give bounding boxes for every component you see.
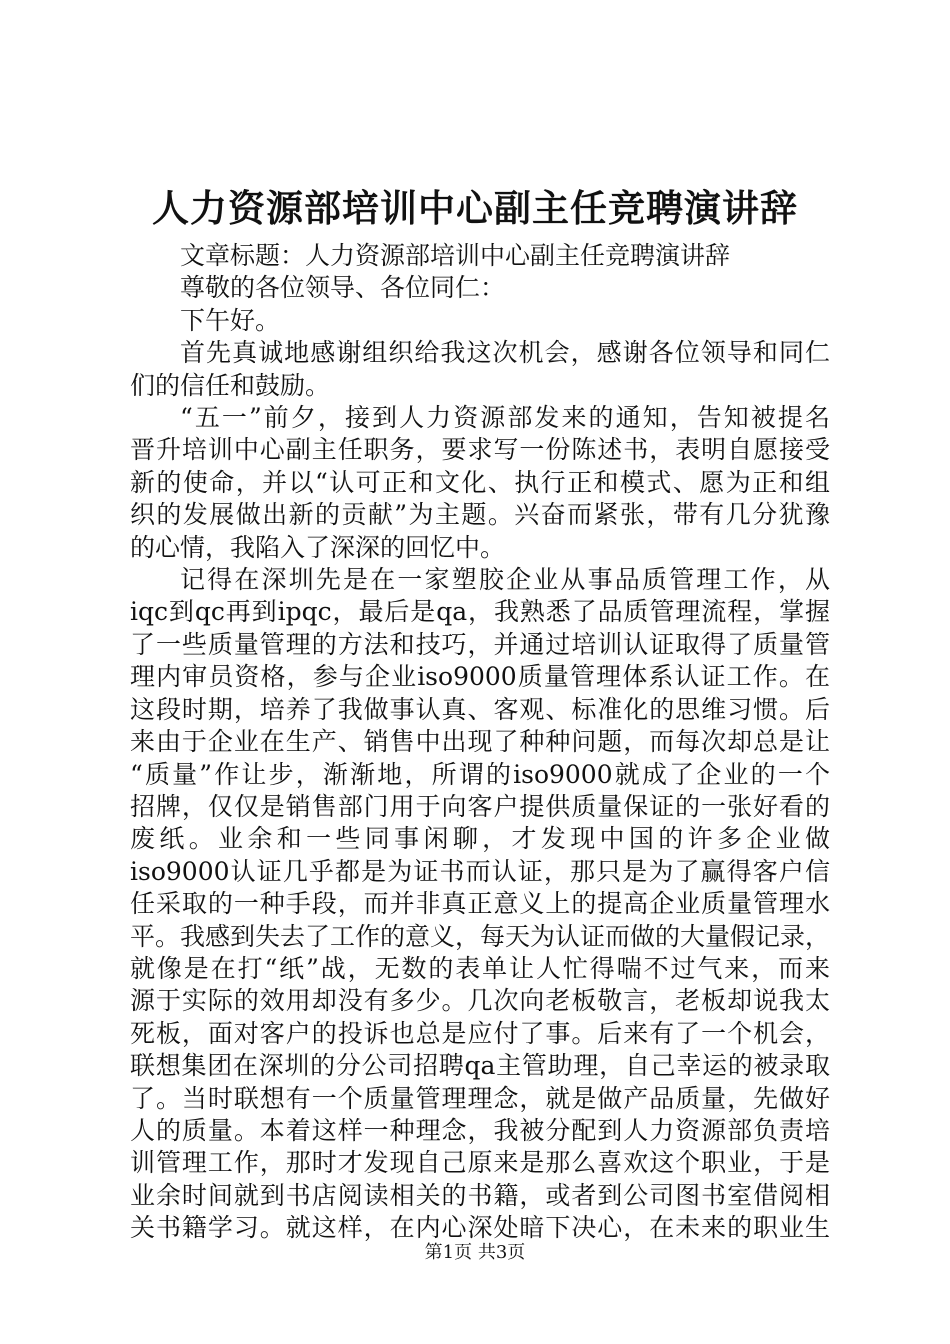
- paragraph-line: 任采取的一种手段，而并非真正意义上的提高企业质量管理水: [130, 889, 830, 919]
- paragraph-line: 源于实际的效用却没有多少。几次向老板敬言，老板却说我太: [130, 986, 830, 1016]
- paragraph: [130, 272, 830, 304]
- paragraph-line: “五一”前夕，接到人力资源部发来的通知，告知被提名: [180, 403, 830, 433]
- paragraph-line: 了。当时联想有一个质量管理理念，就是做产品质量，先做好: [130, 1083, 830, 1113]
- paragraph-line: 这段时期，培养了我做事认真、客观、标准化的思维习惯。后: [130, 694, 830, 724]
- paragraph: [130, 337, 830, 402]
- paragraph-line: 文章标题：人力资源部培训中心副主任竞聘演讲辞: [180, 241, 731, 270]
- paragraph-line: 就像是在打“纸”战，无数的表单让人忙得喘不过气来，而来: [130, 953, 830, 983]
- paragraph-line: 们的信任和鼓励。: [130, 370, 331, 400]
- paragraph-line: 平。我感到失去了工作的意义，每天为认证而做的大量假记录，: [130, 921, 830, 951]
- paragraph-line: 来由于企业在生产、销售中出现了种种问题，而每次却总是让: [130, 727, 830, 757]
- paragraph: [130, 402, 830, 564]
- paragraph-line: 下午好。: [180, 305, 281, 335]
- paragraph-line: 人的质量。本着这样一种理念，我被分配到人力资源部负责培: [130, 1115, 830, 1145]
- paragraph-line: 死板，面对客户的投诉也总是应付了事。后来有了一个机会，: [130, 1018, 830, 1048]
- paragraph-line: 联想集团在深圳的分公司招聘qa主管助理，自己幸运的被录取: [130, 1051, 830, 1081]
- paragraph: [130, 240, 830, 272]
- document-title: 人力资源部培训中心副主任竞聘演讲辞: [152, 186, 798, 230]
- paragraph-line: iso9000认证几乎都是为证书而认证，那只是为了赢得客户信: [130, 856, 830, 886]
- paragraph-line: 了一些质量管理的方法和技巧，并通过培训认证取得了质量管: [130, 629, 830, 659]
- paragraph-line: 业余时间就到书店阅读相关的书籍，或者到公司图书室借阅相: [130, 1180, 830, 1210]
- paragraph: [130, 305, 830, 337]
- paragraph-line: 记得在深圳先是在一家塑胶企业从事品质管理工作，从: [180, 565, 830, 595]
- paragraph-line: iqc到qc再到ipqc，最后是qa，我熟悉了品质管理流程，掌握: [130, 597, 830, 627]
- paragraph-line: “质量”作让步，渐渐地，所谓的iso9000就成了企业的一个: [130, 759, 830, 789]
- paragraph-line: 招牌，仅仅是销售部门用于向客户提供质量保证的一张好看的: [130, 791, 830, 821]
- paragraph-line: 尊敬的各位领导、各位同仁：: [180, 273, 506, 303]
- paragraph-line: 织的发展做出新的贡献”为主题。兴奋而紧张，带有几分犹豫: [130, 500, 830, 530]
- paragraph-line: 关书籍学习。就这样，在内心深处暗下决心，在未来的职业生: [130, 1213, 830, 1243]
- page-footer: 第1页 共3页: [424, 1242, 526, 1263]
- paragraph-line: 的心情，我陷入了深深的回忆中。: [130, 532, 506, 562]
- document-body: [130, 240, 830, 1245]
- paragraph-line: 首先真诚地感谢组织给我这次机会，感谢各位领导和同仁: [180, 338, 830, 368]
- paragraph-line: 废纸。业余和一些同事闲聊，才发现中国的许多企业做: [130, 824, 830, 854]
- paragraph-line: 新的使命，并以“认可正和文化、执行正和模式、愿为正和组: [130, 467, 830, 497]
- paragraph-line: 理内审员资格，参与企业iso9000质量管理体系认证工作。在: [130, 662, 830, 692]
- paragraph: [130, 564, 830, 1245]
- paragraph-line: 晋升培训中心副主任职务，要求写一份陈述书，表明自愿接受: [130, 435, 830, 465]
- paragraph-line: 训管理工作，那时才发现自己原来是那么喜欢这个职业，于是: [130, 1148, 830, 1178]
